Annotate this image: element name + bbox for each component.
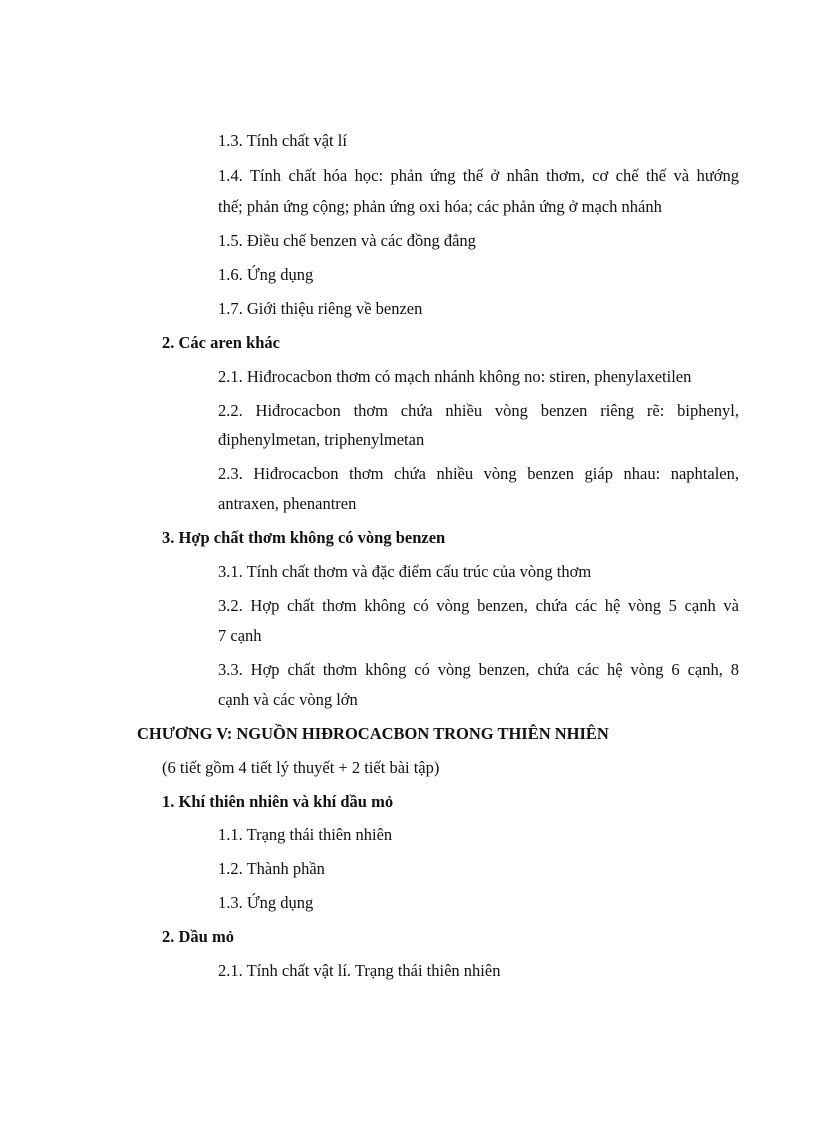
item-2-1: 2.1. Hiđrocacbon thơm có mạch nhánh không no: stiren, phenylaxetilen [218, 367, 692, 386]
item-1-7: 1.7. Giới thiệu riêng về benzen [218, 299, 423, 318]
chapter-note: (6 tiết gồm 4 tiết lý thuyết + 2 tiết bài tập) [162, 758, 440, 777]
chapter-item-2-1: 2.1. Tính chất vật lí. Trạng thái thiên nhiên [218, 961, 501, 980]
chapter-title: CHƯƠNG V: NGUỒN HIĐROCACBON TRONG THIÊN NHIÊN [137, 724, 609, 743]
chapter-item-1-2: 1.2. Thành phần [218, 859, 325, 878]
item-1-4-line2: thế; phản ứng cộng; phản ứng oxi hóa; các phản ứng ở mạch nhánh [218, 197, 662, 216]
item-3-3-line1: 3.3. Hợp chất thơm không có vòng benzen, chứa các hệ vòng 6 cạnh, 8 [218, 660, 739, 679]
item-3-3-line2: cạnh và các vòng lớn [218, 690, 358, 709]
item-1-3: 1.3. Tính chất vật lí [218, 131, 347, 150]
item-3-2-line2: 7 cạnh [218, 626, 262, 645]
item-2-2-line1: 2.2. Hiđrocacbon thơm chứa nhiều vòng benzen riêng rẽ: biphenyl, [218, 401, 739, 420]
chapter-heading-1: 1. Khí thiên nhiên và khí dầu mỏ [162, 792, 394, 811]
chapter-item-1-3: 1.3. Ứng dụng [218, 893, 314, 912]
chapter-heading-2: 2. Dầu mỏ [162, 927, 234, 946]
item-2-2-line2: điphenylmetan, triphenylmetan [218, 430, 425, 449]
chapter-item-1-1: 1.1. Trạng thái thiên nhiên [218, 825, 393, 844]
item-2-3-line2: antraxen, phenantren [218, 494, 357, 513]
item-3-2-line1: 3.2. Hợp chất thơm không có vòng benzen, chứa các hệ vòng 5 cạnh và [218, 596, 739, 615]
item-3-1: 3.1. Tính chất thơm và đặc điểm cấu trúc của vòng thơm [218, 562, 592, 581]
item-1-5: 1.5. Điều chế benzen và các đồng đẳng [218, 231, 476, 250]
heading-3: 3. Hợp chất thơm không có vòng benzen [162, 528, 446, 547]
heading-2: 2. Các aren khác [162, 333, 280, 352]
item-1-4-line1: 1.4. Tính chất hóa học: phản ứng thế ở nhân thơm, cơ chế thế và hướng [218, 166, 739, 185]
item-2-3-line1: 2.3. Hiđrocacbon thơm chứa nhiều vòng benzen giáp nhau: naphtalen, [218, 464, 739, 483]
item-1-6: 1.6. Ứng dụng [218, 265, 314, 284]
